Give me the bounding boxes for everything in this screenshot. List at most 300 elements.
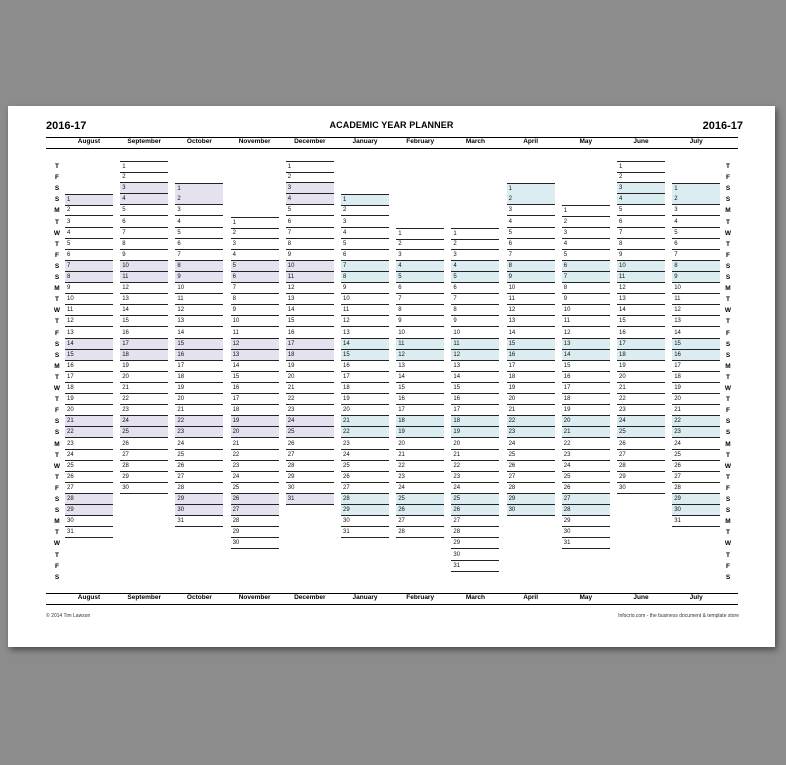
day-cell[interactable]: 25 [120,427,168,438]
day-cell[interactable]: 3 [617,183,665,194]
day-cell[interactable]: 6 [617,217,665,228]
day-cell[interactable]: 9 [286,250,334,261]
day-cell[interactable]: 13 [507,316,555,327]
day-cell[interactable]: 21 [341,416,389,427]
day-cell[interactable]: 6 [562,261,610,272]
day-cell[interactable]: 14 [341,339,389,350]
day-cell[interactable]: 6 [341,250,389,261]
day-cell[interactable]: 28 [396,527,444,538]
day-cell[interactable]: 8 [65,272,113,283]
day-cell[interactable]: 28 [65,494,113,505]
day-cell[interactable]: 1 [617,161,665,173]
day-cell[interactable]: 1 [341,194,389,206]
day-cell[interactable]: 11 [396,339,444,350]
day-cell[interactable]: 6 [672,239,720,250]
day-cell[interactable]: 2 [396,239,444,250]
day-cell[interactable]: 15 [396,383,444,394]
day-cell[interactable]: 8 [120,239,168,250]
day-cell[interactable]: 3 [231,239,279,250]
day-cell[interactable]: 27 [175,472,223,483]
day-cell[interactable]: 21 [175,405,223,416]
day-cell[interactable]: 10 [231,316,279,327]
day-cell[interactable]: 20 [231,427,279,438]
day-cell[interactable]: 10 [617,261,665,272]
day-cell[interactable]: 24 [562,461,610,472]
day-cell[interactable]: 15 [286,316,334,327]
day-cell[interactable]: 11 [120,272,168,283]
day-cell[interactable]: 23 [562,450,610,461]
day-cell[interactable]: 8 [175,261,223,272]
day-cell[interactable]: 9 [617,250,665,261]
day-cell[interactable]: 28 [617,461,665,472]
day-cell[interactable]: 17 [286,339,334,350]
day-cell[interactable]: 26 [507,461,555,472]
day-cell[interactable]: 11 [672,294,720,305]
day-cell[interactable]: 6 [286,217,334,228]
day-cell[interactable]: 5 [231,261,279,272]
day-cell[interactable]: 26 [65,472,113,483]
day-cell[interactable]: 2 [562,217,610,228]
day-cell[interactable]: 3 [562,228,610,239]
day-cell[interactable]: 23 [175,427,223,438]
day-cell[interactable]: 12 [286,283,334,294]
day-cell[interactable]: 29 [617,472,665,483]
day-cell[interactable]: 9 [175,272,223,283]
day-cell[interactable]: 15 [672,339,720,350]
day-cell[interactable]: 26 [451,505,499,516]
day-cell[interactable]: 30 [507,505,555,516]
day-cell[interactable]: 10 [672,283,720,294]
day-cell[interactable]: 10 [286,261,334,272]
day-cell[interactable]: 10 [507,283,555,294]
day-cell[interactable]: 22 [286,394,334,405]
day-cell[interactable]: 9 [65,283,113,294]
day-cell[interactable]: 23 [396,472,444,483]
day-cell[interactable]: 19 [65,394,113,405]
day-cell[interactable]: 14 [396,372,444,383]
day-cell[interactable]: 20 [507,394,555,405]
day-cell[interactable]: 26 [175,461,223,472]
day-cell[interactable]: 25 [672,450,720,461]
day-cell[interactable]: 17 [65,372,113,383]
day-cell[interactable]: 5 [562,250,610,261]
day-cell[interactable]: 4 [507,217,555,228]
day-cell[interactable]: 28 [507,483,555,494]
day-cell[interactable]: 25 [231,483,279,494]
day-cell[interactable]: 22 [65,427,113,438]
day-cell[interactable]: 30 [120,483,168,494]
day-cell[interactable]: 18 [341,383,389,394]
day-cell[interactable]: 19 [341,394,389,405]
day-cell[interactable]: 20 [286,372,334,383]
day-cell[interactable]: 28 [120,461,168,472]
day-cell[interactable]: 5 [672,228,720,239]
day-cell[interactable]: 30 [672,505,720,516]
day-cell[interactable]: 5 [507,228,555,239]
day-cell[interactable]: 3 [451,250,499,261]
day-cell[interactable]: 16 [672,350,720,361]
day-cell[interactable]: 10 [562,305,610,316]
day-cell[interactable]: 13 [562,339,610,350]
day-cell[interactable]: 16 [451,394,499,405]
day-cell[interactable]: 20 [120,372,168,383]
day-cell[interactable]: 25 [396,494,444,505]
day-cell[interactable]: 1 [451,228,499,240]
day-cell[interactable]: 28 [175,483,223,494]
day-cell[interactable]: 17 [562,383,610,394]
day-cell[interactable]: 18 [231,405,279,416]
day-cell[interactable]: 14 [562,350,610,361]
day-cell[interactable]: 24 [507,439,555,450]
day-cell[interactable]: 7 [451,294,499,305]
day-cell[interactable]: 9 [341,283,389,294]
day-cell[interactable]: 22 [341,427,389,438]
day-cell[interactable]: 25 [286,427,334,438]
day-cell[interactable]: 21 [120,383,168,394]
day-cell[interactable]: 11 [341,305,389,316]
day-cell[interactable]: 20 [175,394,223,405]
day-cell[interactable]: 6 [175,239,223,250]
day-cell[interactable]: 26 [120,439,168,450]
day-cell[interactable]: 19 [120,361,168,372]
day-cell[interactable]: 17 [175,361,223,372]
day-cell[interactable]: 3 [672,205,720,216]
day-cell[interactable]: 7 [562,272,610,283]
day-cell[interactable]: 12 [65,316,113,327]
day-cell[interactable]: 16 [341,361,389,372]
day-cell[interactable]: 18 [120,350,168,361]
day-cell[interactable]: 28 [562,505,610,516]
day-cell[interactable]: 6 [65,250,113,261]
day-cell[interactable]: 12 [451,350,499,361]
day-cell[interactable]: 4 [65,228,113,239]
day-cell[interactable]: 19 [451,427,499,438]
day-cell[interactable]: 26 [617,439,665,450]
day-cell[interactable]: 31 [672,516,720,527]
day-cell[interactable]: 17 [120,339,168,350]
day-cell[interactable]: 7 [507,250,555,261]
day-cell[interactable]: 3 [341,217,389,228]
day-cell[interactable]: 5 [120,205,168,216]
day-cell[interactable]: 23 [341,439,389,450]
day-cell[interactable]: 2 [286,172,334,183]
day-cell[interactable]: 11 [286,272,334,283]
day-cell[interactable]: 24 [120,416,168,427]
day-cell[interactable]: 17 [341,372,389,383]
day-cell[interactable]: 2 [341,205,389,216]
day-cell[interactable]: 25 [65,461,113,472]
day-cell[interactable]: 1 [562,205,610,217]
day-cell[interactable]: 19 [231,416,279,427]
day-cell[interactable]: 24 [286,416,334,427]
day-cell[interactable]: 14 [617,305,665,316]
day-cell[interactable]: 15 [120,316,168,327]
day-cell[interactable]: 15 [562,361,610,372]
day-cell[interactable]: 11 [231,328,279,339]
day-cell[interactable]: 19 [562,405,610,416]
day-cell[interactable]: 4 [562,239,610,250]
day-cell[interactable]: 16 [396,394,444,405]
day-cell[interactable]: 14 [175,328,223,339]
day-cell[interactable]: 11 [65,305,113,316]
day-cell[interactable]: 26 [396,505,444,516]
day-cell[interactable]: 3 [65,217,113,228]
day-cell[interactable]: 14 [672,328,720,339]
day-cell[interactable]: 5 [451,272,499,283]
day-cell[interactable]: 11 [451,339,499,350]
day-cell[interactable]: 18 [175,372,223,383]
day-cell[interactable]: 18 [672,372,720,383]
day-cell[interactable]: 20 [341,405,389,416]
day-cell[interactable]: 28 [672,483,720,494]
day-cell[interactable]: 27 [507,472,555,483]
day-cell[interactable]: 30 [65,516,113,527]
day-cell[interactable]: 7 [231,283,279,294]
day-cell[interactable]: 27 [562,494,610,505]
day-cell[interactable]: 15 [341,350,389,361]
day-cell[interactable]: 10 [65,294,113,305]
day-cell[interactable]: 20 [672,394,720,405]
day-cell[interactable]: 12 [562,328,610,339]
day-cell[interactable]: 15 [507,339,555,350]
day-cell[interactable]: 28 [341,494,389,505]
day-cell[interactable]: 26 [286,439,334,450]
day-cell[interactable]: 10 [396,328,444,339]
day-cell[interactable]: 27 [286,450,334,461]
day-cell[interactable]: 7 [672,250,720,261]
day-cell[interactable]: 28 [451,527,499,538]
day-cell[interactable]: 2 [507,194,555,205]
day-cell[interactable]: 2 [175,194,223,205]
day-cell[interactable]: 15 [451,383,499,394]
day-cell[interactable]: 24 [65,450,113,461]
day-cell[interactable]: 5 [341,239,389,250]
day-cell[interactable]: 13 [286,294,334,305]
day-cell[interactable]: 2 [672,194,720,205]
day-cell[interactable]: 7 [175,250,223,261]
day-cell[interactable]: 23 [65,439,113,450]
day-cell[interactable]: 8 [507,261,555,272]
day-cell[interactable]: 24 [231,472,279,483]
day-cell[interactable]: 4 [396,261,444,272]
day-cell[interactable]: 29 [672,494,720,505]
day-cell[interactable]: 21 [562,427,610,438]
day-cell[interactable]: 12 [672,305,720,316]
day-cell[interactable]: 29 [507,494,555,505]
day-cell[interactable]: 22 [396,461,444,472]
day-cell[interactable]: 30 [341,516,389,527]
day-cell[interactable]: 4 [451,261,499,272]
day-cell[interactable]: 16 [507,350,555,361]
day-cell[interactable]: 30 [562,527,610,538]
day-cell[interactable]: 12 [341,316,389,327]
day-cell[interactable]: 18 [451,416,499,427]
day-cell[interactable]: 29 [286,472,334,483]
day-cell[interactable]: 13 [231,350,279,361]
day-cell[interactable]: 29 [341,505,389,516]
day-cell[interactable]: 13 [451,361,499,372]
day-cell[interactable]: 2 [65,205,113,216]
day-cell[interactable]: 4 [341,228,389,239]
day-cell[interactable]: 31 [451,561,499,572]
day-cell[interactable]: 1 [396,228,444,240]
day-cell[interactable]: 10 [341,294,389,305]
day-cell[interactable]: 27 [617,450,665,461]
day-cell[interactable]: 14 [286,305,334,316]
day-cell[interactable]: 30 [617,483,665,494]
day-cell[interactable]: 16 [175,350,223,361]
day-cell[interactable]: 27 [672,472,720,483]
day-cell[interactable]: 17 [451,405,499,416]
day-cell[interactable]: 5 [175,228,223,239]
day-cell[interactable]: 23 [286,405,334,416]
day-cell[interactable]: 31 [562,538,610,549]
day-cell[interactable]: 11 [617,272,665,283]
day-cell[interactable]: 18 [65,383,113,394]
day-cell[interactable]: 15 [231,372,279,383]
day-cell[interactable]: 20 [617,372,665,383]
day-cell[interactable]: 7 [65,261,113,272]
day-cell[interactable]: 20 [65,405,113,416]
day-cell[interactable]: 8 [341,272,389,283]
day-cell[interactable]: 16 [120,328,168,339]
day-cell[interactable]: 27 [65,483,113,494]
day-cell[interactable]: 27 [120,450,168,461]
day-cell[interactable]: 1 [120,161,168,173]
day-cell[interactable]: 16 [231,383,279,394]
day-cell[interactable]: 18 [396,416,444,427]
day-cell[interactable]: 22 [617,394,665,405]
day-cell[interactable]: 13 [65,328,113,339]
day-cell[interactable]: 22 [562,439,610,450]
day-cell[interactable]: 19 [286,361,334,372]
day-cell[interactable]: 23 [451,472,499,483]
day-cell[interactable]: 8 [231,294,279,305]
day-cell[interactable]: 16 [65,361,113,372]
day-cell[interactable]: 31 [65,527,113,538]
day-cell[interactable]: 3 [507,205,555,216]
day-cell[interactable]: 19 [175,383,223,394]
day-cell[interactable]: 20 [451,439,499,450]
day-cell[interactable]: 6 [451,283,499,294]
day-cell[interactable]: 25 [341,461,389,472]
day-cell[interactable]: 27 [341,483,389,494]
day-cell[interactable]: 20 [396,439,444,450]
day-cell[interactable]: 9 [231,305,279,316]
day-cell[interactable]: 11 [175,294,223,305]
day-cell[interactable]: 27 [451,516,499,527]
day-cell[interactable]: 30 [175,505,223,516]
day-cell[interactable]: 10 [120,261,168,272]
day-cell[interactable]: 12 [507,305,555,316]
day-cell[interactable]: 23 [507,427,555,438]
day-cell[interactable]: 13 [120,294,168,305]
day-cell[interactable]: 6 [507,239,555,250]
day-cell[interactable]: 22 [672,416,720,427]
day-cell[interactable]: 1 [672,183,720,195]
day-cell[interactable]: 14 [451,372,499,383]
day-cell[interactable]: 18 [507,372,555,383]
day-cell[interactable]: 16 [562,372,610,383]
day-cell[interactable]: 9 [507,272,555,283]
day-cell[interactable]: 18 [617,350,665,361]
day-cell[interactable]: 8 [562,283,610,294]
day-cell[interactable]: 19 [672,383,720,394]
day-cell[interactable]: 29 [65,505,113,516]
day-cell[interactable]: 31 [286,494,334,505]
day-cell[interactable]: 5 [617,205,665,216]
day-cell[interactable]: 15 [65,350,113,361]
day-cell[interactable]: 5 [65,239,113,250]
day-cell[interactable]: 9 [120,250,168,261]
day-cell[interactable]: 25 [562,472,610,483]
day-cell[interactable]: 14 [231,361,279,372]
day-cell[interactable]: 31 [175,516,223,527]
day-cell[interactable]: 11 [507,294,555,305]
day-cell[interactable]: 3 [175,205,223,216]
day-cell[interactable]: 2 [231,228,279,239]
day-cell[interactable]: 9 [562,294,610,305]
day-cell[interactable]: 8 [286,239,334,250]
day-cell[interactable]: 13 [672,316,720,327]
day-cell[interactable]: 12 [396,350,444,361]
day-cell[interactable]: 12 [120,283,168,294]
day-cell[interactable]: 14 [120,305,168,316]
day-cell[interactable]: 6 [231,272,279,283]
day-cell[interactable]: 27 [231,505,279,516]
day-cell[interactable]: 21 [65,416,113,427]
day-cell[interactable]: 22 [175,416,223,427]
day-cell[interactable]: 19 [507,383,555,394]
day-cell[interactable]: 1 [286,161,334,173]
day-cell[interactable]: 8 [617,239,665,250]
day-cell[interactable]: 3 [120,183,168,194]
day-cell[interactable]: 4 [175,217,223,228]
day-cell[interactable]: 30 [231,538,279,549]
day-cell[interactable]: 22 [451,461,499,472]
day-cell[interactable]: 2 [451,239,499,250]
day-cell[interactable]: 13 [617,294,665,305]
day-cell[interactable]: 1 [175,183,223,195]
day-cell[interactable]: 24 [341,450,389,461]
day-cell[interactable]: 13 [341,328,389,339]
day-cell[interactable]: 15 [617,316,665,327]
day-cell[interactable]: 8 [396,305,444,316]
day-cell[interactable]: 21 [451,450,499,461]
day-cell[interactable]: 11 [562,316,610,327]
day-cell[interactable]: 3 [286,183,334,194]
day-cell[interactable]: 14 [507,328,555,339]
day-cell[interactable]: 26 [672,461,720,472]
day-cell[interactable]: 1 [507,183,555,195]
day-cell[interactable]: 9 [451,316,499,327]
day-cell[interactable]: 26 [562,483,610,494]
day-cell[interactable]: 12 [175,305,223,316]
day-cell[interactable]: 26 [231,494,279,505]
day-cell[interactable]: 7 [120,228,168,239]
day-cell[interactable]: 4 [286,194,334,205]
day-cell[interactable]: 7 [286,228,334,239]
day-cell[interactable]: 17 [396,405,444,416]
day-cell[interactable]: 23 [120,405,168,416]
day-cell[interactable]: 21 [231,439,279,450]
day-cell[interactable]: 25 [507,450,555,461]
day-cell[interactable]: 24 [175,439,223,450]
day-cell[interactable]: 29 [231,527,279,538]
day-cell[interactable]: 29 [175,494,223,505]
day-cell[interactable]: 5 [286,205,334,216]
day-cell[interactable]: 24 [672,439,720,450]
